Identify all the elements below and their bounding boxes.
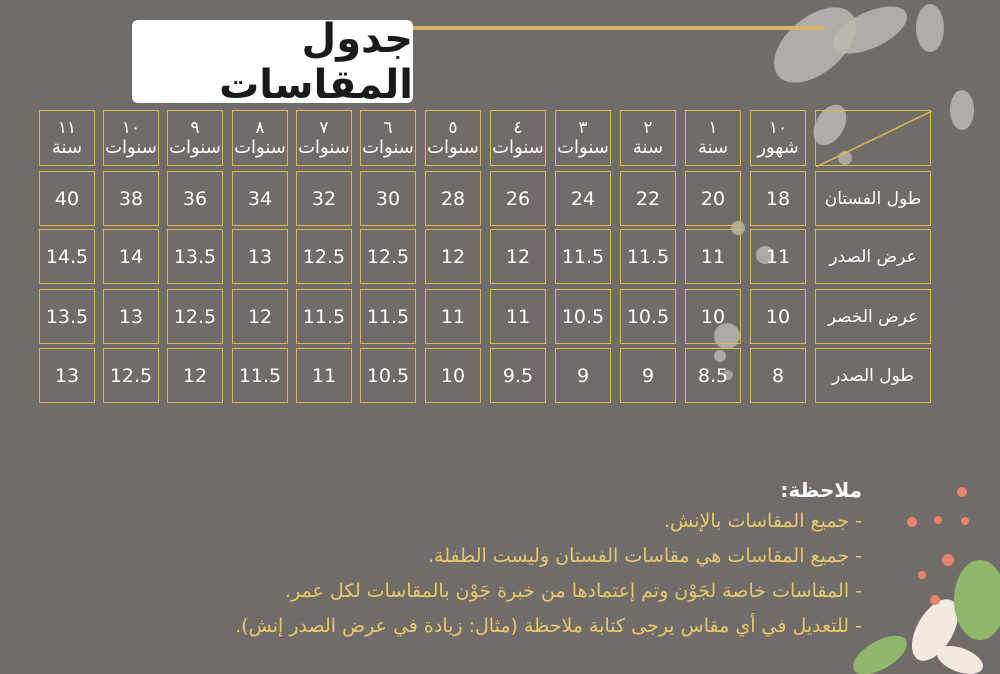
age-unit: سنة [632, 137, 664, 159]
cell-value: 11.5 [302, 305, 346, 328]
cell-value: 13 [118, 305, 144, 328]
cell-value: 12.5 [109, 364, 153, 387]
cell-value: 13 [54, 364, 80, 387]
table-cell [490, 229, 546, 284]
age-number: ٢ [643, 117, 653, 138]
table-cell [750, 289, 806, 344]
cell-value: 12 [440, 245, 466, 268]
age-number: ١ [708, 117, 718, 138]
cell-value: 22 [635, 187, 661, 210]
cell-value: 13 [247, 245, 273, 268]
table-cell [232, 171, 288, 226]
age-number: ١٠ [768, 117, 788, 138]
cell-value: 9 [641, 364, 655, 387]
table-cell [490, 348, 546, 403]
table-cell [750, 171, 806, 226]
table-cell [360, 171, 416, 226]
age-unit: سنوات [105, 137, 157, 159]
table-cell [425, 289, 481, 344]
age-unit: سنة [697, 137, 729, 159]
note-line: - جميع المقاسات بالإنش. [663, 510, 862, 532]
cell-value: 20 [700, 187, 726, 210]
age-header-cell [490, 110, 546, 166]
cell-value: 18 [765, 187, 791, 210]
row-label: عرض الخصر [827, 306, 919, 327]
table-cell [296, 229, 352, 284]
cell-value: 9 [576, 364, 590, 387]
table-cell [232, 229, 288, 284]
cell-value: 11.5 [238, 364, 282, 387]
cell-value: 11.5 [366, 305, 410, 328]
table-cell [296, 171, 352, 226]
cell-value: 12 [247, 305, 273, 328]
age-number: ٤ [513, 117, 523, 138]
age-unit: سنوات [362, 137, 414, 159]
table-cell [39, 171, 95, 226]
table-cell [296, 348, 352, 403]
row-label-cell [815, 348, 931, 403]
cell-value: 12 [505, 245, 531, 268]
page-title: جدول المقاسات [219, 15, 413, 108]
row-label-cell [815, 229, 931, 284]
age-header-cell [167, 110, 223, 166]
age-header-cell [620, 110, 676, 166]
age-header-cell [555, 110, 611, 166]
cell-value: 14.5 [45, 245, 89, 268]
table-cell [750, 229, 806, 284]
table-cell [425, 171, 481, 226]
table-cell [103, 348, 159, 403]
title-box [132, 15, 413, 108]
age-number: ٥ [448, 117, 458, 138]
age-number: ١٠ [121, 117, 141, 138]
cell-value: 32 [311, 187, 337, 210]
row-label: عرض الصدر [829, 246, 917, 267]
age-unit: سنوات [298, 137, 350, 159]
table-cell [555, 289, 611, 344]
age-number: ١١ [57, 117, 77, 138]
age-number: ٦ [383, 117, 393, 138]
header-corner-cell [815, 110, 931, 166]
table-cell [39, 229, 95, 284]
cell-value: 8.5 [697, 364, 729, 387]
cell-value: 11 [765, 245, 791, 268]
notes-title: ملاحظة: [780, 478, 862, 502]
age-unit: سنوات [492, 137, 544, 159]
diagonal-divider [816, 111, 932, 167]
table-cell [620, 229, 676, 284]
cell-value: 9.5 [502, 364, 534, 387]
cell-value: 10.5 [366, 364, 410, 387]
age-number: ٣ [578, 117, 588, 138]
row-label-cell [815, 289, 931, 344]
cell-value: 36 [182, 187, 208, 210]
cell-value: 24 [570, 187, 596, 210]
cell-value: 12.5 [173, 305, 217, 328]
cell-value: 11 [700, 245, 726, 268]
cell-value: 34 [247, 187, 273, 210]
table-cell [620, 289, 676, 344]
cell-value: 28 [440, 187, 466, 210]
table-cell [685, 171, 741, 226]
table-cell [555, 171, 611, 226]
table-cell [360, 289, 416, 344]
cell-value: 11 [311, 364, 337, 387]
age-number: ٧ [319, 117, 329, 138]
table-cell [750, 348, 806, 403]
row-label: طول الفستان [824, 188, 922, 209]
cell-value: 11 [440, 305, 466, 328]
table-cell [103, 289, 159, 344]
accent-line [405, 26, 825, 30]
table-cell [296, 289, 352, 344]
table-cell [685, 229, 741, 284]
age-header-cell [103, 110, 159, 166]
row-label-cell [815, 171, 931, 226]
age-header-cell [750, 110, 806, 166]
cell-value: 12.5 [302, 245, 346, 268]
cell-value: 38 [118, 187, 144, 210]
cell-value: 26 [505, 187, 531, 210]
cell-value: 11.5 [561, 245, 605, 268]
cell-value: 14 [118, 245, 144, 268]
table-cell [167, 229, 223, 284]
table-cell [490, 171, 546, 226]
age-header-cell [685, 110, 741, 166]
cell-value: 8 [771, 364, 785, 387]
cell-value: 40 [54, 187, 80, 210]
age-header-cell [39, 110, 95, 166]
age-unit: شهور [757, 137, 799, 159]
age-header-cell [232, 110, 288, 166]
note-line: - المقاسات خاصة لجَوْن وتم إعتمادها من خبرة جَوْن بالمقاسات لكل عمر. [285, 580, 862, 602]
table-cell [620, 348, 676, 403]
notes-section [235, 478, 862, 644]
cell-value: 13.5 [45, 305, 89, 328]
table-cell [490, 289, 546, 344]
cell-value: 10.5 [561, 305, 605, 328]
table-cell [103, 229, 159, 284]
table-cell [232, 289, 288, 344]
table-cell [620, 171, 676, 226]
note-line: - جميع المقاسات هي مقاسات الفستان وليست الطفلة. [428, 545, 862, 567]
cell-value: 13.5 [173, 245, 217, 268]
table-cell [685, 289, 741, 344]
table-cell [555, 348, 611, 403]
table-cell [167, 171, 223, 226]
table-cell [103, 171, 159, 226]
cell-value: 12.5 [366, 245, 410, 268]
age-number: ٨ [255, 117, 265, 138]
age-unit: سنوات [557, 137, 609, 159]
cell-value: 10 [765, 305, 791, 328]
cell-value: 11 [505, 305, 531, 328]
note-line: - للتعديل في أي مقاس يرجى كتابة ملاحظة (مثال: زيادة في عرض الصدر إنش). [235, 615, 862, 637]
table-cell [39, 348, 95, 403]
cell-value: 12 [182, 364, 208, 387]
age-unit: سنة [51, 137, 83, 159]
cell-value: 30 [375, 187, 401, 210]
table-cell [425, 229, 481, 284]
age-header-cell [425, 110, 481, 166]
age-unit: سنوات [427, 137, 479, 159]
table-cell [232, 348, 288, 403]
cell-value: 10.5 [626, 305, 670, 328]
table-cell [360, 348, 416, 403]
age-number: ٩ [190, 117, 200, 138]
table-cell [39, 289, 95, 344]
table-cell [167, 348, 223, 403]
table-cell [360, 229, 416, 284]
cell-value: 10 [700, 305, 726, 328]
age-header-cell [360, 110, 416, 166]
age-unit: سنوات [169, 137, 221, 159]
table-cell [555, 229, 611, 284]
cell-value: 10 [440, 364, 466, 387]
table-cell [425, 348, 481, 403]
table-cell [167, 289, 223, 344]
row-label: طول الصدر [832, 365, 914, 386]
table-cell [685, 348, 741, 403]
age-unit: سنوات [234, 137, 286, 159]
cell-value: 11.5 [626, 245, 670, 268]
age-header-cell [296, 110, 352, 166]
